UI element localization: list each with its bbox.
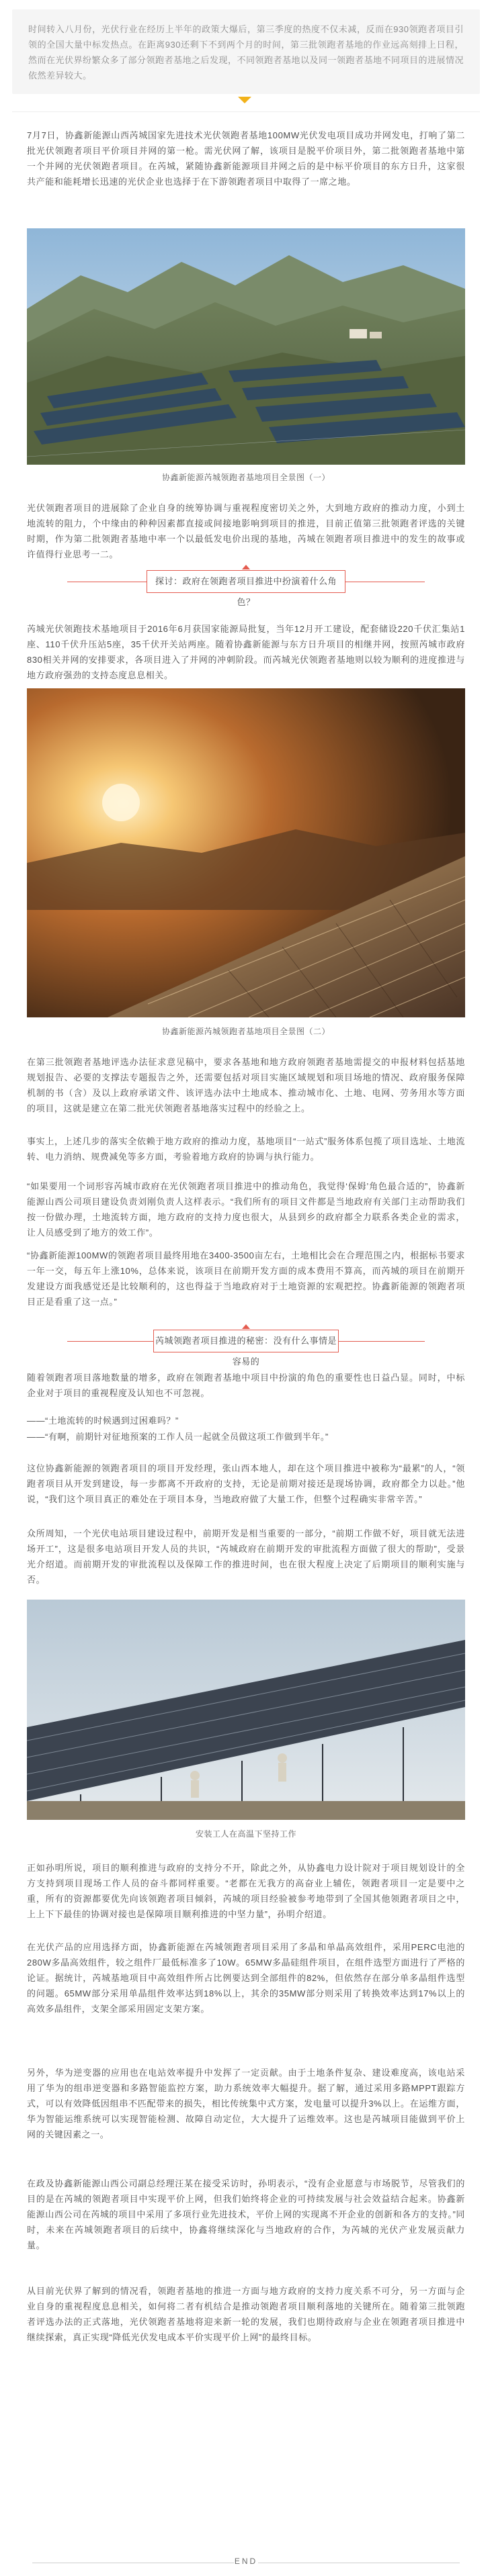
question-2-line-right (339, 1341, 425, 1342)
paragraph-3: 芮城光伏领跑技术基地项目于2016年6月获国家能源局批复，当年12月开工建设，配套储设220千伏汇集站1座、110千伏升压站5座，35千伏开关站两座。随着协鑫新能源与东方日升项目的相继并网，按照芮城市政府830相关并网的安排要求，各项目进入了并网的冲刺阶段。而芮城光伏领跑者基地则以较为顺利的进度推进与地方政府强劲的支持态度息息相关。 (27, 624, 465, 680)
paragraph-6: “如果要用一个词形容芮城市政府在光伏领跑者项目推进中的推动角色，我觉得‘保姆’角色最合适的”，协鑫新能源山西公司项目建设负责刘刚负责人这样表示。“我们所有的项目文件都是当地政府有关部门主动帮助我们按一份做办理，土地流转方面，地方政府的支持力度也很大，从县到乡的政府都全力联系各类企业的需求，让人员感受到了地方的效工作”。 (27, 1181, 465, 1238)
intro-arrow-icon (238, 97, 251, 103)
photo-3-caption: 安装工人在高温下坚持工作 (195, 1829, 296, 1839)
workers-installation-image (27, 1600, 465, 1820)
intro-box (12, 9, 480, 94)
question-2-box: 芮城领跑者项目推进的秘密：没有什么事情是容易的 (153, 1330, 339, 1352)
paragraph-5: 事实上，上述几步的落实全依赖于地方政府的推动力度，基地项目“一站式”服务体系包揽了项目选址、土地流转、电力消纳、规费减免等多方面，考验着地方政府的协调与执行能力。 (27, 1136, 465, 1162)
article-end-marker (12, 2556, 480, 2569)
paragraph-12: 另外，华为逆变器的应用也在电站效率提升中发挥了一定贡献。由于土地条件复杂、建设难度高，该电站采用了华为的组串逆变器和多路智能监控方案，助力系统效率大幅提升。据了解，通过采用多路MPPT跟踪方式，可以有效降低因组串不匹配带来的损失，相比传统集中式方案，发电量可以提升3%以上。在运维方面，华为智能运维系统可以实现智能检测、故障自动定位，大大提升了运维效率。这也是芮城项目能做到平价上网的关键因素之一。 (27, 2068, 465, 2140)
dialogue-line-2: ——“有啊，前期针对征地预案的工作人员一起就全员做这项工作做到半年。” (27, 1432, 329, 1442)
question-1-arrow-icon (242, 565, 250, 569)
paragraph-2: 光伏领跑者项目的进展除了企业自身的统筹协调与重视程度密切关之外，大到地方政府的推动力度，小到土地流转的阻力，个中缘由的种种因素都直接或间接地影响到项目的推进，目前正值第三批领跑者评选的关键时期，作为第二批领跑者基地中率一个以最低发电价出现的基地，芮城在领跑者项目推进中的发生的故事或许值得行业思考一二。 (27, 503, 465, 559)
paragraph-7: “协鑫新能源100MW的领跑者项目最终用地在3400-3500亩左右，土地相比会在合理范围之内，根据标书要求一年一交，每五年上涨10%，总体来说，该项目在前期开发方面的成本费用不算高，而芮城的项目在前期开发建设方面我感觉还是比较顺利的，这也得益于当地政府对于土地资源的宏观把控。协鑫新能源的领跑者项目正是看重了这一点。” (27, 1250, 465, 1307)
paragraph-14: 从目前光伏界了解到的情况看，领跑者基地的推进一方面与地方政府的支持力度关系不可分，另一方面与企业自身的重视程度息息相关，如何将二者有机结合是推动领跑者项目顺利落地的关键所在。随着第三批领跑者评选办法的正式落地，光伏领跑者基地将迎来新一轮的发展，我们也期待政府与企业在领跑者项目推进中继续探索，真正实现“降低光伏发电成本平价实现平价上网”的最终目标。 (27, 2286, 465, 2342)
solar-sunset-image (27, 688, 465, 1017)
paragraph-1: 7月7日，协鑫新能源山西芮城国家先进技术光伏领跑者基地100MW光伏发电项目成功并网发电，打响了第二批光伏领跑者项目平价项目并网的第一枪。需光伏网了解，该项目是脱平价项目外，第二批领跑者基地中第一个并网的光伏领跑者项目。在芮城，紧随协鑫新能源项目并网之后的是中标平价项目的东方日升，这家很共产能和能耗增长迅速的光伏企业也选择于在下游领跑者项目中取得了一席之地。 (27, 130, 465, 187)
dialogue-line-1: ——“土地流转的时候遇到过困难吗？” (27, 1416, 179, 1426)
dialogue-paragraph: 这位协鑫新能源的领跑者项目的项目开发经理，张山西本地人，却在这个项目推进中被称为“最累”的人，“领跑者项目从开发到建设，每一步都离不开政府的支持，无论是前期对接还是现场协调，政府都全力以赴。”他说，“我们这个项目真正的难处在于项目本身，当地政府做了大量工作，但整个过程确实非常辛苦。” (27, 1463, 465, 1504)
intro-text: 时间转入八月份，光伏行业在经历上半年的政策大爆后，第三季度的热度不仅未减，反而在930领跑者项目引领的全国大量中标发热点。在距离930还剩下不到两个月的时间，第三批领跑者基地的作业远高刻排上日程，然而在光伏界纷繁众多了部分领跑者基地之后发现，不同领跑者基地以及同一领跑者基地不同项目的进展情况依然差异较大。 (28, 24, 464, 81)
question-2-arrow-icon (242, 1324, 250, 1329)
paragraph-11: 在光伏产品的应用选择方面，协鑫新能源在芮城领跑者项目采用了多晶和单晶高效组件，采用PERC电池的280W多晶高效组件，较之组件厂最低标准多了10W。65MW多晶硅组件项目，在组件选型方面进行了严格的论证。据统计，芮城基地项目中高效组件所占比例要达到全部组件的82%，但依然存在部分单多晶组件选型的问题。65MW部分采用单晶组件效率达到18%以上，其余的35MW部分则采用了转换效率达到17%以上的高效多晶组件，支架全部采用固定支架方案。 (27, 1942, 465, 2014)
photo-1-caption: 协鑫新能源芮城领跑者基地项目全景图（一） (161, 473, 330, 482)
paragraph-4: 在第三批领跑者基地评选办法征求意见稿中，要求各基地和地方政府领跑者基地需提交的申报材料包括基地规划报告、必要的支撑法专题报告之外，还需要包括对项目实施区域规划和项目场地的情况、政府服务保障机制的书（含）及以上政府承诺文件、该评选办法中土地成本、推动城市化、土地、电网、劳务用水等方面的项目，这就是建立在第二批光伏领跑者基地落实过程中的经验之上。 (27, 1057, 465, 1113)
end-label: END (234, 2557, 258, 2566)
photo-workers-installation (27, 1600, 465, 1820)
photo-solar-farm-mountains (27, 228, 465, 465)
paragraph-10: 正如孙明所说，项目的顺利推进与政府的支持分不开，除此之外，从协鑫电力设计院对于项目规划设计的全方支持到项目现场工作人员的奋斗都同样重要。“老都在无我方的高奋业上辅佐，领跑者项目一定是要中之重，所有的资源都要优先向该领跑者项目倾斜，芮城的项目经验被参考地带到了全国其他领跑者项目之中，上上下下最佳的协调对接也是保障项目顺利推进的中坚力量”，孙明介绍道。 (27, 1863, 465, 1919)
paragraph-8: 随着领跑者项目落地数量的增多，政府在领跑者基地中项目中扮演的角色的重要性也日益凸显。同时，中标企业对于项目的重视程度及认知也不可忽视。 (27, 1373, 465, 1398)
solar-farm-mountains-image (27, 228, 465, 465)
photo-solar-sunset (27, 688, 465, 1017)
section-divider (12, 111, 480, 112)
paragraph-13: 在政及协鑫新能源山西公司副总经理汪某在接受采访时，孙明表示，“没有企业愿意与市场脱节，尽管我们的目的是在芮城的领跑者项目中实现平价上网，但我们始终将企业的可持续发展与社会效益结合起来。协鑫新能源山西公司在芮城的项目中采用了多项行业先进技术，平价上网的实现离不开企业的创新和各方的支持。”同时，未来在芮城领跑者项目的后续中，协鑫将继续深化与当地政府的合作，为芮城的光伏产业发展贡献力量。 (27, 2178, 465, 2250)
question-2-line-left (67, 1341, 153, 1342)
question-1-box: 探讨：政府在领跑者项目推进中扮演着什么角色？ (147, 570, 345, 593)
paragraph-9: 众所周知，一个光伏电站项目建设过程中，前期开发是相当重要的一部分，“前期工作做不好，项目就无法进场开工”，这是很多电站项目开发人员的共识，“芮城政府在前期开发的审批流程方面做了很大的帮助”，受景光介绍道。而前期开发的审批流程以及保障工作的推进时间，也在很大程度上决定了后期项目的顺利实施与否。 (27, 1528, 465, 1585)
photo-2-caption: 协鑫新能源芮城领跑者基地项目全景图（二） (161, 1027, 330, 1036)
